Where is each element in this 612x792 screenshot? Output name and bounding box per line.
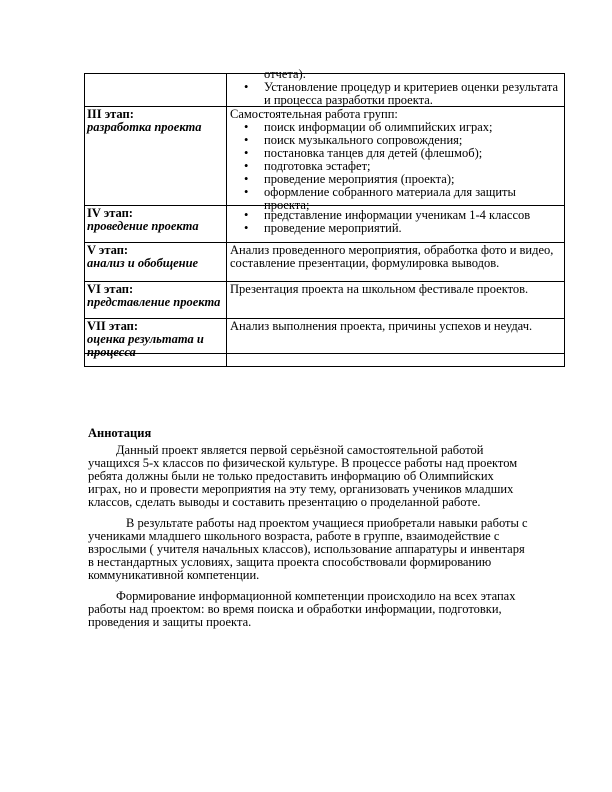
- stage-4-content: [230, 209, 562, 235]
- annotation-paragraph: В результате работы над проектом учащиеся приобретали навыки работы с учениками младшего школьного возраста, работе в группе, взаимодействие с взрослыми ( учителя начальных классов), использование аппаратуры и инвентаря в нестандартных условиях, защита проекта способствовали формированию коммуникативной компетенции.: [88, 516, 528, 582]
- annotation-paragraph: Данный проект является первой серьёзной самостоятельной работой учащихся 5-х классов по физической культуре. В процессе работы над проектом ребята должны были не только предоставить информацию об Олимпийских играх, но и провести мероприятия на эту тему, организовать учеников младших классов, сделать выводы и составить презентацию о проделанной работе.: [88, 443, 518, 509]
- stage-description: Анализ проведенного мероприятия, обработка фото и видео, составление презентации, формулировка выводов.: [230, 243, 554, 270]
- list-item: • подготовка эстафет;: [230, 160, 562, 173]
- stage-number: IV этап:: [87, 206, 133, 220]
- stage-7-content: [230, 320, 562, 333]
- stage-description: Презентация проекта на школьном фестивале проектов.: [230, 282, 529, 296]
- stage-4-label: [87, 207, 223, 233]
- stage-number: III этап:: [87, 107, 134, 121]
- top-continuation-cell: [230, 68, 562, 107]
- annotation-paragraph: Формирование информационной компетенции происходило на всех этапах работы над проектом: во время поиска и обработки информации, подготовки, проведения и защиты проекта.: [88, 589, 516, 629]
- list-item: • оформление собранного материала для защиты проекта;: [230, 186, 562, 212]
- stage-6-content: [230, 283, 562, 296]
- annotation-section: [88, 427, 528, 637]
- list-item: • постановка танцев для детей (флешмоб);: [230, 147, 562, 160]
- list-item: • проведение мероприятия (проекта);: [230, 173, 562, 186]
- stage-6-label: [87, 283, 223, 309]
- stage-3-content: [230, 108, 562, 212]
- stages-table: [84, 67, 565, 367]
- annotation-title: Аннотация: [88, 426, 152, 440]
- stage-name: оценка результата и процесса: [87, 332, 204, 359]
- list-item: • Установление процедур и критериев оценки результата и процесса разработки проекта.: [230, 81, 562, 107]
- stage-name: проведение проекта: [87, 219, 199, 233]
- stage-intro: Самостоятельная работа групп:: [230, 107, 398, 121]
- list-item: • представление информации ученикам 1-4 классов: [230, 209, 562, 222]
- list-item: • проведение мероприятий.: [230, 222, 562, 235]
- list-item: • поиск информации об олимпийских играх;: [230, 121, 562, 134]
- stage-5-content: [230, 244, 562, 270]
- column-divider: [226, 74, 227, 366]
- stage-3-label: [87, 108, 223, 134]
- stage-name: представление проекта: [87, 295, 221, 309]
- list-item: отчета).: [264, 67, 306, 81]
- stage-number: VI этап:: [87, 282, 134, 296]
- stage-name: анализ и обобщение: [87, 256, 199, 270]
- stage-5-label: [87, 244, 223, 270]
- stage-number: VII этап:: [87, 319, 139, 333]
- stage-name: разработка проекта: [87, 120, 202, 134]
- list-item: • поиск музыкального сопровождения;: [230, 134, 562, 147]
- stage-number: V этап:: [87, 243, 129, 257]
- stage-description: Анализ выполнения проекта, причины успехов и неудач.: [230, 319, 533, 333]
- stage-7-label: [87, 320, 223, 359]
